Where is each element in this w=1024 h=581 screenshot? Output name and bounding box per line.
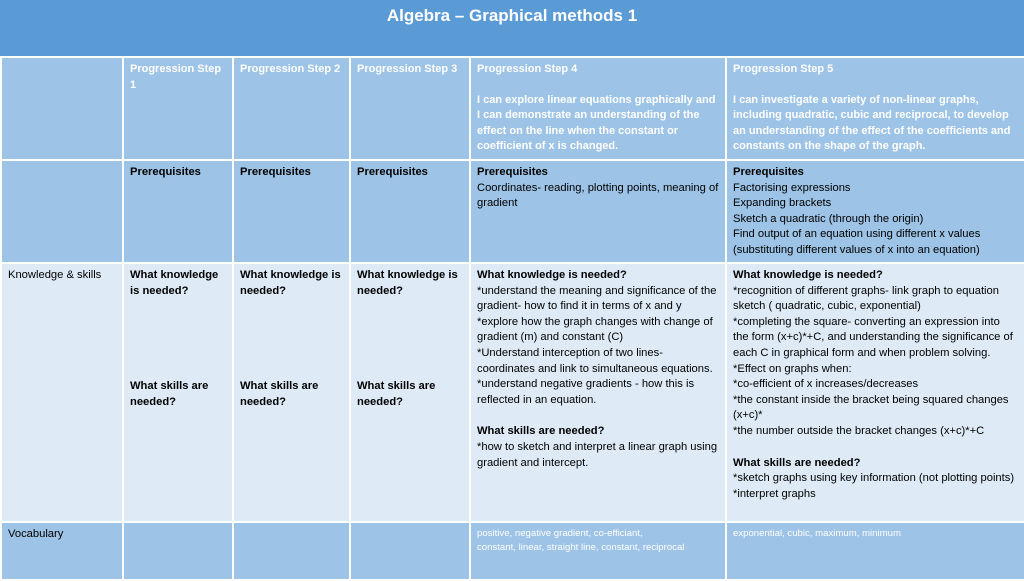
step-3-ks <box>350 263 470 522</box>
step-5-label: Progression Step 5 <box>733 63 834 75</box>
step-2-header <box>233 57 350 160</box>
prereq-label: Prerequisites <box>240 166 311 178</box>
knowledge-item: *understand negative gradients - how this is reflected in an equation. <box>477 378 695 406</box>
prereq-blank-cell <box>1 160 123 263</box>
step-4-header <box>470 57 726 160</box>
vocabulary-row <box>1 522 1024 580</box>
knowledge-question: What knowledge is needed? <box>130 269 219 297</box>
progression-table <box>0 56 1024 581</box>
skills-question: What skills are needed? <box>357 380 436 408</box>
knowledge-item: *explore how the graph changes with change of gradient (m) and constant (C) <box>477 315 713 344</box>
step-2-vocab <box>233 522 350 580</box>
step-5-header <box>726 57 1024 160</box>
knowledge-item: *the constant inside the bracket being squared changes (x+c)* <box>733 393 1009 422</box>
knowledge-item: *completing the square- converting an expression into the form (x+c)*+C, and understanding the significance of each C in graphical form and when problem solving. <box>733 315 1013 359</box>
header-blank-cell <box>1 57 123 160</box>
step-5-prereq <box>726 160 1024 263</box>
prereq-label: Prerequisites <box>477 166 548 178</box>
step-2-label: Progression Step 2 <box>240 63 341 75</box>
step-5-description: I can investigate a variety of non-linear graphs, including quadratic, cubic and reciprocal, to develop an understanding of the effect of the coefficients and constants on the shape of the graph. <box>733 93 1011 153</box>
step-4-label: Progression Step 4 <box>477 63 578 75</box>
step-4-vocab <box>470 522 726 580</box>
knowledge-item: *co-efficient of x increases/decreases <box>733 378 919 391</box>
skills-item: *interpret graphs <box>733 487 816 500</box>
step-1-prereq <box>123 160 233 263</box>
step-3-prereq <box>350 160 470 263</box>
knowledge-question: What knowledge is needed? <box>477 269 627 281</box>
prereq-label: Prerequisites <box>733 166 804 178</box>
step-2-prereq <box>233 160 350 263</box>
vocab-row-label: Vocabulary <box>1 522 123 580</box>
step-3-label: Progression Step 3 <box>357 63 458 75</box>
knowledge-question: What knowledge is needed? <box>357 269 458 297</box>
skills-question: What skills are needed? <box>130 380 209 408</box>
step-3-header <box>350 57 470 160</box>
skills-item: *sketch graphs using key information (not plotting points) <box>733 472 1015 485</box>
prereq-item: Coordinates- reading, plotting points, meaning of gradient <box>477 181 719 210</box>
step-1-ks <box>123 263 233 522</box>
step-2-ks <box>233 263 350 522</box>
skills-item: *how to sketch and interpret a linear graph using gradient and intercept. <box>477 440 718 469</box>
step-5-vocab: exponential, cubic, maximum, minimum <box>726 522 1024 580</box>
prereq-item: Factorising expressions <box>733 181 851 194</box>
header-row <box>1 57 1024 160</box>
vocab-line: positive, negative gradient, co-efficiant, <box>477 528 643 539</box>
step-5-ks <box>726 263 1024 522</box>
knowledge-item: *recognition of different graphs- link graph to equation sketch ( quadratic, cubic, exponential) <box>733 284 999 313</box>
knowledge-question: What knowledge is needed? <box>733 269 883 281</box>
step-1-header <box>123 57 233 160</box>
knowledge-item: *Understand interception of two lines- coordinates and link to simultaneous equations. <box>477 346 713 375</box>
knowledge-question: What knowledge is needed? <box>240 269 341 297</box>
prereq-label: Prerequisites <box>130 166 201 178</box>
knowledge-item: *the number outside the bracket changes (x+c)*+C <box>733 424 985 437</box>
knowledge-item: *Effect on graphs when: <box>733 362 852 375</box>
prereq-item: Find output of an equation using different x values (substituting different values of x into an equation) <box>733 228 981 256</box>
skills-question: What skills are needed? <box>240 380 319 408</box>
prereq-label: Prerequisites <box>357 166 428 178</box>
prerequisites-row <box>1 160 1024 263</box>
step-3-vocab <box>350 522 470 580</box>
prereq-item: Sketch a quadratic (through the origin) <box>733 212 924 225</box>
step-4-prereq <box>470 160 726 263</box>
step-4-description: I can explore linear equations graphically and I can demonstrate an understanding of the effect on the line when the constant or coefficient of x is changed. <box>477 93 716 153</box>
skills-question: What skills are needed? <box>733 456 861 469</box>
skills-question: What skills are needed? <box>477 425 605 438</box>
step-1-vocab <box>123 522 233 580</box>
step-4-ks <box>470 263 726 522</box>
vocab-line: constant, linear, straight line, constant, reciprocal <box>477 541 685 553</box>
page-title: Algebra – Graphical methods 1 <box>386 6 638 25</box>
step-1-label: Progression Step 1 <box>130 63 222 91</box>
prereq-item: Expanding brackets <box>733 197 832 210</box>
knowledge-skills-row <box>1 263 1024 522</box>
knowledge-item: *understand the meaning and significance of the gradient- how to find it in terms of x and y <box>477 284 717 313</box>
ks-row-label: Knowledge & skills <box>1 263 123 522</box>
